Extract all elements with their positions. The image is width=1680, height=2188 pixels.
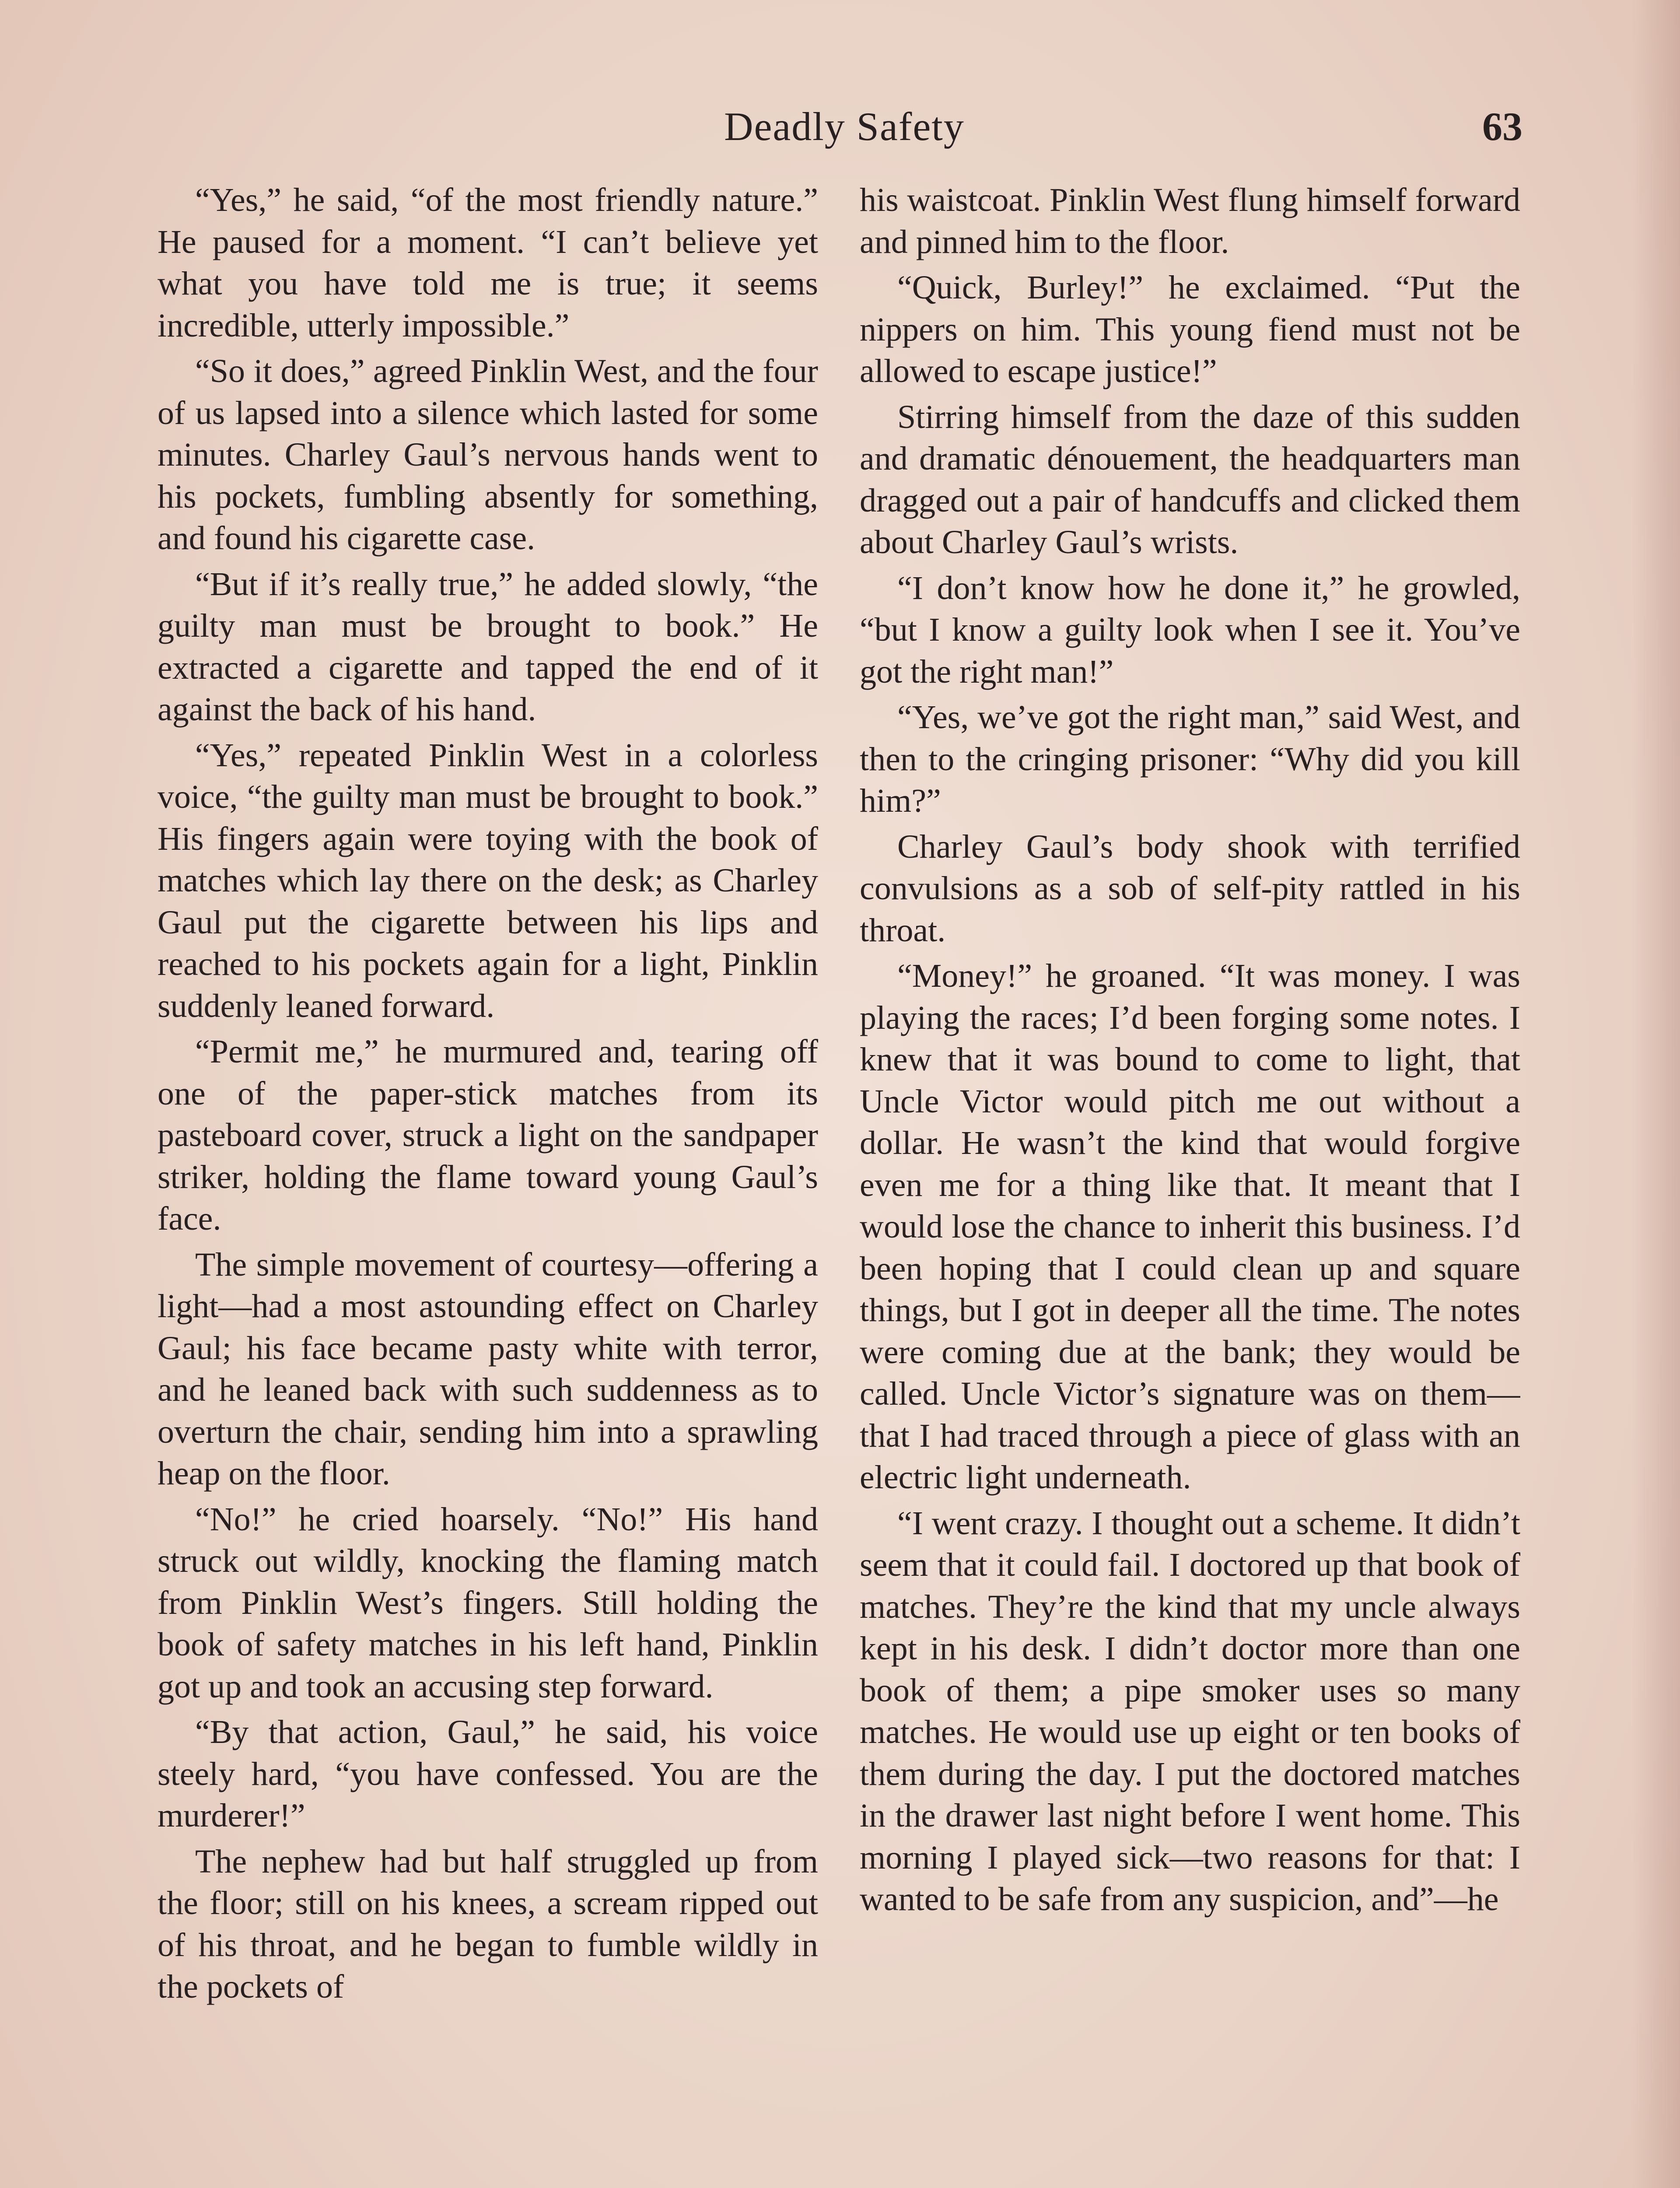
- paragraph: “Quick, Burley!” he exclaimed. “Put the nippers on him. This young fiend must not be allowed to escape justice!”: [860, 269, 1520, 389]
- right-text-column: [860, 179, 1520, 2188]
- paragraph: The nephew had but half struggled up from the floor; still on his knees, a scream ripped out of his throat, and he began to fumble wildly in the pockets of: [158, 1843, 818, 2005]
- paragraph: “No!” he cried hoarsely. “No!” His hand struck out wildly, knocking the flaming match from Pinklin West’s fingers. Still holding the book of safety matches in his left hand, Pinklin got up and took an accusing step forward.: [158, 1501, 818, 1705]
- paragraph: Charley Gaul’s body shook with terrified convulsions as a sob of self-pity rattled in his throat.: [860, 828, 1520, 949]
- paragraph: “I don’t know how he done it,” he growled, “but I know a guilty look when I see it. You’ve got the right man!”: [860, 569, 1520, 690]
- page-edge-shadow: [1632, 0, 1680, 2188]
- paragraph: “By that action, Gaul,” he said, his voice steely hard, “you have confessed. You are the murderer!”: [158, 1714, 818, 1834]
- paragraph: “Permit me,” he murmured and, tearing off one of the paper-stick matches from its pasteboard cover, struck a light on the sandpaper striker, holding the flame toward young Gaul’s face.: [158, 1033, 818, 1237]
- paragraph: “I went crazy. I thought out a scheme. It didn’t seem that it could fail. I doctored up that book of matches. They’re the kind that my uncle always kept in his desk. I didn’t doctor more than one book of them; a pipe smoker uses so many matches. He would use up eight or ten books of them during the day. I put the doctored matches in the drawer last night before I went home. This morning I played sick—two reasons for that: I wanted to be safe from any suspicion, and”—he: [860, 1504, 1520, 1918]
- paragraph: “But if it’s really true,” he added slowly, “the guilty man must be brought to book.” He extracted a cigarette and tapped the end of it against the back of his hand.: [158, 565, 818, 728]
- paragraph: “Yes, we’ve got the right man,” said West, and then to the cringing prisoner: “Why did you kill him?”: [860, 699, 1520, 819]
- paragraph-continuation: his waistcoat. Pinklin West flung himself forward and pinned him to the floor.: [860, 182, 1520, 260]
- page-number: 63: [1482, 104, 1522, 149]
- paragraph: “Yes,” he said, “of the most friendly nature.” He paused for a moment. “I can’t believe yet what you have told me is true; it seems incredible, utterly impossible.”: [158, 182, 818, 344]
- running-header-title: Deadly Safety: [724, 104, 965, 149]
- paragraph: “So it does,” agreed Pinklin West, and the four of us lapsed into a silence which lasted for some minutes. Charley Gaul’s nervous hands went to his pockets, fumbling absently for something, and found his cigarette case.: [158, 353, 818, 557]
- paragraph: “Money!” he groaned. “It was money. I was playing the races; I’d been forging some notes. I knew that it was bound to come to light, that Uncle Victor would pitch me out without a dollar. He wasn’t the kind that would forgive even me for a thing like that. It meant that I would lose the chance to inherit this business. I’d been hoping that I could clean up and square things, but I got in deeper all the time. The notes were coming due at the bank; they would be called. Uncle Victor’s signature was on them—that I had traced through a piece of glass with an electric light underneath.: [860, 957, 1520, 1496]
- paragraph: The simple movement of courtesy—offering a light—had a most astounding effect on Charley Gaul; his face became pasty white with terror, and he leaned back with such suddenness as to overturn the chair, sending him into a sprawling heap on the floor.: [158, 1246, 818, 1492]
- paragraph: Stirring himself from the daze of this sudden and dramatic dénouement, the headquarters man dragged out a pair of handcuffs and clicked them about Charley Gaul’s wrists.: [860, 398, 1520, 561]
- left-text-column: [158, 179, 818, 2188]
- paragraph: “Yes,” repeated Pinklin West in a colorless voice, “the guilty man must be brought to book.” His fingers again were toying with the book of matches which lay there on the desk; as Charley Gaul put the cigarette between his lips and reached to his pockets again for a light, Pinklin suddenly leaned forward.: [158, 736, 818, 1024]
